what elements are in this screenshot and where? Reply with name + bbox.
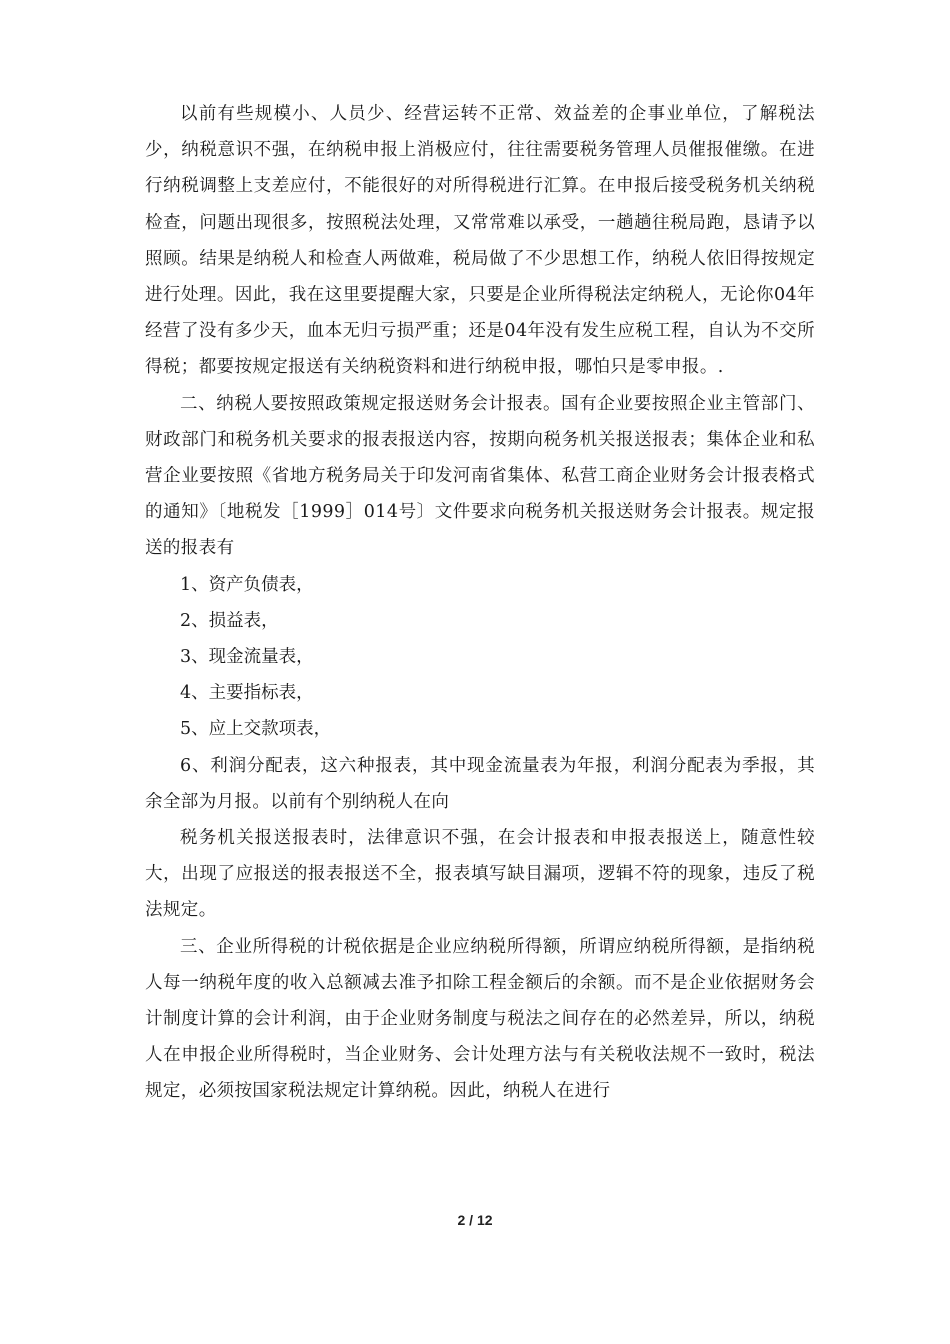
list-item-key-indicators: 4、主要指标表， [180, 683, 314, 704]
paragraph-section-two: 二、纳税人要按照政策规定报送财务会计报表。国有企业要按照企业主管部门、财政部门和税务机关要求的报表报送内容，按期向税务机关报送报表；集体企业和私营企业要按照《省地方税务局关于印发河南省集体、私营工商企业财务会计报表格式的通知》〔地税发［1999］014号〕文件要求向税务机关报送财务会计报表。规定报送的报表有 [145, 393, 815, 559]
paragraph-profit-distribution: 6、利润分配表，这六种报表，其中现金流量表为年报，利润分配表为季报，其余全部为月报。以前有个别纳税人在向 [145, 755, 815, 812]
paragraph-intro: 以前有些规模小、人员少、经营运转不正常、效益差的企事业单位，了解税法少，纳税意识不强，在纳税申报上消极应付，往往需要税务管理人员催报催缴。在进行纳税调整上支差应付，不能很好的对所得税进行汇算。在申报后接受税务机关纳税检查，问题出现很多，按照税法处理，又常常难以承受，一趟趟往税局跑，恳请予以照顾。结果是纳税人和检查人两做难，税局做了不少思想工作，纳税人依旧得按规定进行处理。因此，我在这里要提醒大家，只要是企业所得税法定纳税人，无论你04年经营了没有多少天，血本无归亏损严重；还是04年没有发生应税工程，自认为不交所得税；都要按规定报送有关纳税资料和进行纳税申报，哪怕只是零申报。. [145, 104, 815, 378]
page-number: 2 / 12 [457, 1212, 493, 1228]
document-page [145, 96, 815, 1110]
list-item-balance-sheet: 1、资产负债表， [180, 574, 314, 595]
paragraph-section-three: 三、企业所得税的计税依据是企业应纳税所得额，所谓应纳税所得额，是指纳税人每一纳税年度的收入总额减去准予扣除工程金额后的余额。而不是企业依据财务会计制度计算的会计利润，由于企业财务制度与税法之间存在的必然差异，所以，纳税人在申报企业所得税时，当企业财务、会计处理方法与有关税收法规不一致时，税法规定，必须按国家税法规定计算纳税。因此，纳税人在进行 [145, 936, 815, 1102]
list-item-income-statement: 2、损益表， [180, 610, 279, 631]
list-item-payables: 5、应上交款项表， [180, 719, 332, 740]
paragraph-reporting-issues: 税务机关报送报表时，法律意识不强，在会计报表和申报表报送上，随意性较大，出现了应报送的报表报送不全，报表填写缺目漏项，逻辑不符的现象，违反了税法规定。 [145, 828, 815, 921]
list-item-cash-flow: 3、现金流量表， [180, 647, 314, 668]
